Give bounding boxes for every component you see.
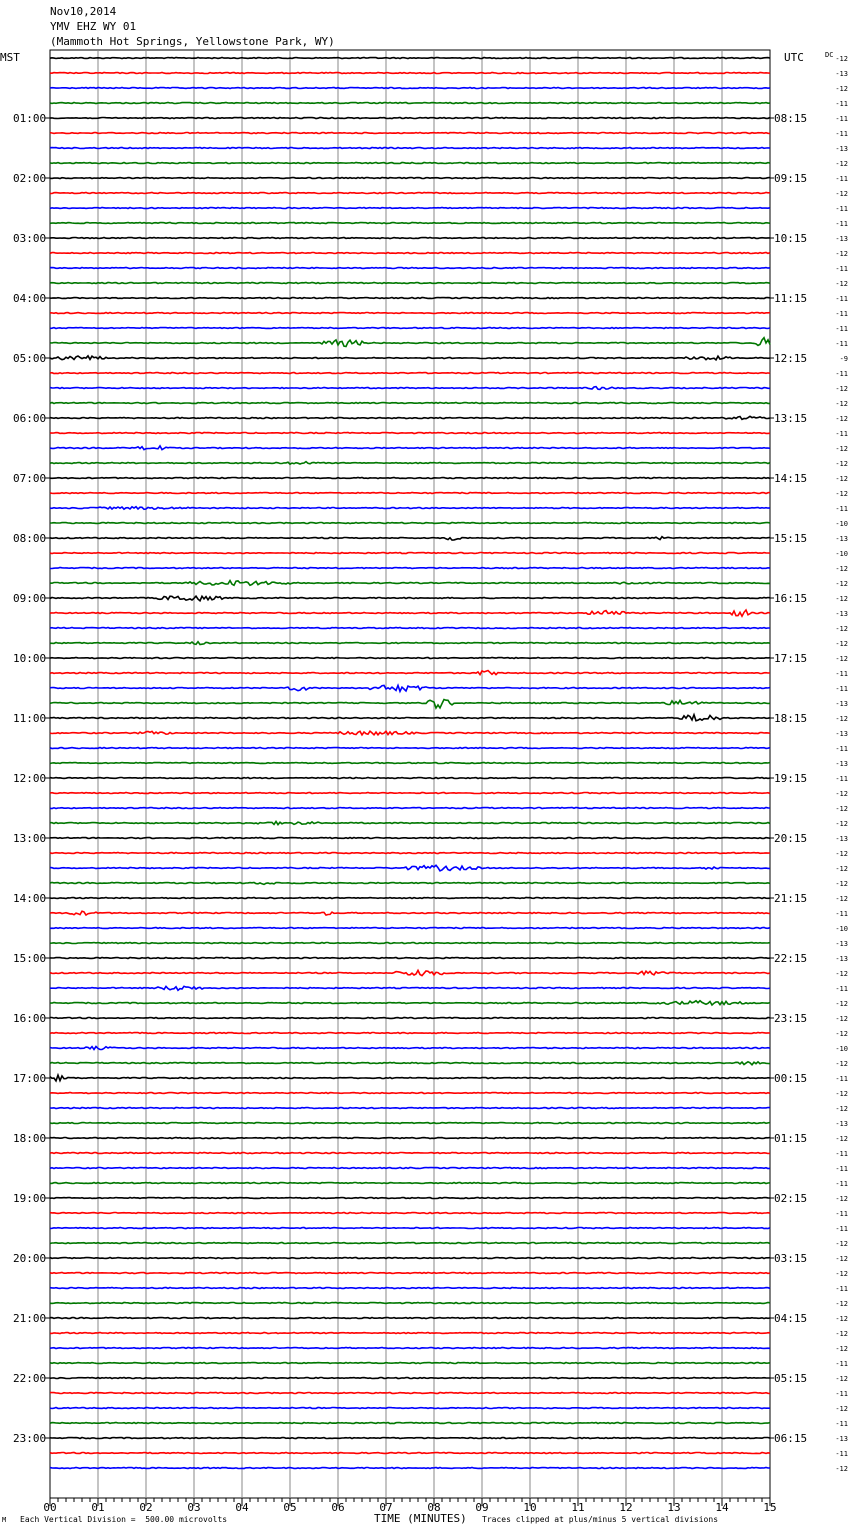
trace-line bbox=[50, 208, 770, 209]
dc-offset-label: -12 bbox=[835, 1255, 848, 1263]
dc-title: DC bbox=[825, 51, 834, 59]
dc-offset-label: -11 bbox=[835, 985, 848, 993]
trace-line bbox=[50, 133, 770, 134]
trace-line bbox=[50, 373, 770, 374]
x-tick-label: 09 bbox=[475, 1501, 489, 1514]
dc-offset-label: -11 bbox=[835, 1165, 848, 1173]
dc-offset-label: -10 bbox=[835, 520, 848, 528]
dc-offset-label: -12 bbox=[835, 460, 848, 468]
dc-offset-label: -13 bbox=[835, 760, 848, 768]
trace-line bbox=[50, 1062, 770, 1065]
mst-hour-label: 19:00 bbox=[13, 1192, 47, 1205]
dc-offset-label: -13 bbox=[835, 70, 848, 78]
x-tick-label: 07 bbox=[379, 1501, 393, 1514]
trace-line bbox=[50, 700, 770, 709]
dc-offset-label: -12 bbox=[835, 970, 848, 978]
x-tick-label: 08 bbox=[427, 1501, 441, 1514]
header-location: (Mammoth Hot Springs, Yellowstone Park, WY) bbox=[50, 35, 335, 48]
dc-offset-label: -13 bbox=[835, 610, 848, 618]
dc-offset-label: -11 bbox=[835, 1450, 848, 1458]
dc-offset-label: -12 bbox=[835, 640, 848, 648]
dc-offset-label: -13 bbox=[835, 235, 848, 243]
trace-line bbox=[50, 928, 770, 929]
trace-line bbox=[50, 193, 770, 194]
trace-line bbox=[50, 1408, 770, 1409]
trace-line bbox=[50, 1288, 770, 1289]
dc-offset-label: -13 bbox=[835, 145, 848, 153]
dc-offset-label: -13 bbox=[835, 535, 848, 543]
dc-offset-label: -13 bbox=[835, 955, 848, 963]
dc-offset-label: -11 bbox=[835, 115, 848, 123]
trace-line bbox=[50, 581, 770, 586]
trace-line bbox=[50, 1123, 770, 1124]
dc-offset-label: -12 bbox=[835, 1315, 848, 1323]
trace-line bbox=[50, 1168, 770, 1169]
utc-hour-label: 03:15 bbox=[774, 1252, 808, 1265]
mst-hour-label: 12:00 bbox=[13, 772, 47, 785]
trace-line bbox=[50, 671, 770, 675]
trace-line bbox=[50, 298, 770, 299]
mst-hour-label: 17:00 bbox=[13, 1072, 47, 1085]
trace-line bbox=[50, 748, 770, 749]
trace-line bbox=[50, 838, 770, 839]
dc-offset-label: -11 bbox=[835, 340, 848, 348]
mst-hour-label: 22:00 bbox=[13, 1372, 47, 1385]
trace-line bbox=[50, 911, 770, 915]
x-tick-label: 14 bbox=[715, 1501, 729, 1514]
dc-offset-label: -12 bbox=[835, 190, 848, 198]
dc-offset-label: -11 bbox=[835, 1210, 848, 1218]
dc-offset-label: -12 bbox=[835, 1090, 848, 1098]
dc-offset-label: -12 bbox=[835, 1240, 848, 1248]
trace-line bbox=[50, 537, 770, 540]
trace-line bbox=[50, 1333, 770, 1334]
dc-offset-label: -10 bbox=[835, 550, 848, 558]
dc-offset-label: -12 bbox=[835, 490, 848, 498]
trace-line bbox=[50, 1453, 770, 1454]
dc-offset-label: -12 bbox=[835, 625, 848, 633]
dc-offset-label: -11 bbox=[835, 685, 848, 693]
utc-hour-label: 09:15 bbox=[774, 172, 808, 185]
trace-line bbox=[50, 403, 770, 404]
mst-hour-label: 07:00 bbox=[13, 472, 47, 485]
dc-offset-label: -13 bbox=[835, 940, 848, 948]
mst-axis-title: MST bbox=[0, 51, 20, 64]
dc-offset-label: -12 bbox=[835, 595, 848, 603]
mst-hour-label: 11:00 bbox=[13, 712, 47, 725]
dc-offset-label: -11 bbox=[835, 1390, 848, 1398]
trace-line bbox=[50, 1018, 770, 1019]
dc-offset-label: -12 bbox=[835, 850, 848, 858]
utc-axis-title: UTC bbox=[784, 51, 804, 64]
dc-offset-label: -12 bbox=[835, 1270, 848, 1278]
trace-line bbox=[50, 1108, 770, 1109]
trace-line bbox=[50, 1348, 770, 1349]
trace-line bbox=[50, 283, 770, 284]
trace-line bbox=[50, 478, 770, 479]
trace-line bbox=[50, 73, 770, 74]
dc-offset-label: -12 bbox=[835, 55, 848, 63]
dc-offset-label: -12 bbox=[835, 415, 848, 423]
dc-offset-label: -11 bbox=[835, 430, 848, 438]
dc-offset-label: -11 bbox=[835, 1420, 848, 1428]
utc-hour-label: 05:15 bbox=[774, 1372, 808, 1385]
header-date: Nov10,2014 bbox=[50, 5, 117, 18]
utc-hour-label: 08:15 bbox=[774, 112, 808, 125]
dc-offset-label: -12 bbox=[835, 1465, 848, 1473]
clip-note: Traces clipped at plus/minus 5 vertical divisions bbox=[482, 1515, 719, 1524]
dc-offset-label: -13 bbox=[835, 1435, 848, 1443]
dc-offset-label: -11 bbox=[835, 325, 848, 333]
dc-offset-label: -12 bbox=[835, 1300, 848, 1308]
utc-hour-label: 18:15 bbox=[774, 712, 808, 725]
trace-line bbox=[50, 865, 770, 871]
dc-offset-label: -12 bbox=[835, 1195, 848, 1203]
dc-offset-label: -12 bbox=[835, 580, 848, 588]
trace-line bbox=[50, 658, 770, 659]
trace-line bbox=[50, 313, 770, 314]
dc-offset-label: -13 bbox=[835, 835, 848, 843]
trace-line bbox=[50, 1243, 770, 1244]
dc-offset-label: -11 bbox=[835, 745, 848, 753]
x-tick-label: 04 bbox=[235, 1501, 249, 1514]
trace-line bbox=[50, 943, 770, 944]
trace-line bbox=[50, 808, 770, 809]
dc-offset-label: -11 bbox=[835, 265, 848, 273]
mst-hour-label: 21:00 bbox=[13, 1312, 47, 1325]
dc-offset-label: -12 bbox=[835, 1030, 848, 1038]
x-tick-label: 10 bbox=[523, 1501, 537, 1514]
dc-offset-label: -12 bbox=[835, 400, 848, 408]
mst-hour-label: 08:00 bbox=[13, 532, 47, 545]
dc-offset-label: -11 bbox=[835, 505, 848, 513]
x-tick-label: 06 bbox=[331, 1501, 345, 1514]
trace-line bbox=[50, 853, 770, 854]
utc-hour-label: 20:15 bbox=[774, 832, 808, 845]
trace-line bbox=[50, 763, 770, 764]
dc-offset-label: -12 bbox=[835, 895, 848, 903]
dc-offset-label: -10 bbox=[835, 925, 848, 933]
trace-line bbox=[50, 822, 770, 825]
dc-offset-label: -11 bbox=[835, 175, 848, 183]
utc-hour-label: 14:15 bbox=[774, 472, 808, 485]
dc-offset-label: -12 bbox=[835, 160, 848, 168]
trace-line bbox=[50, 268, 770, 269]
header-station: YMV EHZ WY 01 bbox=[50, 20, 137, 33]
mst-hour-label: 04:00 bbox=[13, 292, 47, 305]
dc-offset-label: -11 bbox=[835, 670, 848, 678]
trace-line bbox=[50, 1047, 770, 1050]
dc-offset-label: -11 bbox=[835, 775, 848, 783]
utc-hour-label: 02:15 bbox=[774, 1192, 808, 1205]
trace-line bbox=[50, 628, 770, 629]
dc-offset-label: -11 bbox=[835, 1360, 848, 1368]
dc-offset-label: -12 bbox=[835, 790, 848, 798]
trace-line bbox=[50, 523, 770, 524]
dc-offset-label: -11 bbox=[835, 910, 848, 918]
dc-offset-label: -12 bbox=[835, 1060, 848, 1068]
dc-offset-label: -12 bbox=[835, 280, 848, 288]
utc-hour-label: 15:15 bbox=[774, 532, 808, 545]
trace-line bbox=[50, 1438, 770, 1439]
dc-offset-label: -12 bbox=[835, 820, 848, 828]
x-tick-label: 05 bbox=[283, 1501, 297, 1514]
utc-hour-label: 12:15 bbox=[774, 352, 808, 365]
dc-offset-label: -12 bbox=[835, 1135, 848, 1143]
mst-hour-label: 23:00 bbox=[13, 1432, 47, 1445]
dc-offset-label: -12 bbox=[835, 1105, 848, 1113]
utc-hour-label: 19:15 bbox=[774, 772, 808, 785]
trace-line bbox=[50, 898, 770, 899]
mst-hour-label: 03:00 bbox=[13, 232, 47, 245]
dc-offset-label: -12 bbox=[835, 1375, 848, 1383]
dc-offset-label: -12 bbox=[835, 385, 848, 393]
x-tick-label: 02 bbox=[139, 1501, 153, 1514]
dc-offset-label: -12 bbox=[835, 715, 848, 723]
dc-offset-label: -11 bbox=[835, 1075, 848, 1083]
utc-hour-label: 06:15 bbox=[774, 1432, 808, 1445]
x-tick-label: 15 bbox=[763, 1501, 777, 1514]
dc-offset-label: -11 bbox=[835, 220, 848, 228]
trace-line bbox=[50, 685, 770, 691]
dc-offset-label: -11 bbox=[835, 1180, 848, 1188]
dc-offset-label: -12 bbox=[835, 250, 848, 258]
trace-line bbox=[50, 793, 770, 794]
trace-line bbox=[50, 387, 770, 390]
dc-offset-label: -13 bbox=[835, 730, 848, 738]
trace-line bbox=[50, 970, 770, 975]
trace-line bbox=[50, 238, 770, 239]
dc-offset-label: -10 bbox=[835, 1045, 848, 1053]
trace-line bbox=[50, 493, 770, 494]
mst-hour-label: 14:00 bbox=[13, 892, 47, 905]
trace-line bbox=[50, 58, 770, 59]
trace-line bbox=[50, 118, 770, 119]
mst-hour-label: 01:00 bbox=[13, 112, 47, 125]
mst-hour-label: 05:00 bbox=[13, 352, 47, 365]
trace-line bbox=[50, 986, 770, 990]
trace-line bbox=[50, 610, 770, 616]
utc-hour-label: 16:15 bbox=[774, 592, 808, 605]
trace-line bbox=[50, 1303, 770, 1304]
trace-line bbox=[50, 356, 770, 360]
trace-line bbox=[50, 958, 770, 959]
trace-line bbox=[50, 642, 770, 645]
utc-hour-label: 21:15 bbox=[774, 892, 808, 905]
trace-line bbox=[50, 338, 770, 347]
dc-offset-label: -11 bbox=[835, 1150, 848, 1158]
footer-mark: M bbox=[2, 1516, 7, 1524]
trace-line bbox=[50, 1075, 770, 1081]
scale-note: Each Vertical Division = 500.00 microvolts bbox=[20, 1515, 228, 1524]
x-axis-title: TIME (MINUTES) bbox=[374, 1512, 467, 1525]
utc-hour-labels bbox=[770, 112, 807, 1445]
trace-line bbox=[50, 507, 770, 510]
trace-line bbox=[50, 1378, 770, 1379]
trace-line bbox=[50, 103, 770, 104]
trace-line bbox=[50, 1213, 770, 1214]
dc-offset-label: -11 bbox=[835, 295, 848, 303]
dc-offset-label: -12 bbox=[835, 865, 848, 873]
dc-offset-label: -12 bbox=[835, 880, 848, 888]
dc-offset-label: -11 bbox=[835, 370, 848, 378]
mst-hour-label: 09:00 bbox=[13, 592, 47, 605]
trace-line bbox=[50, 1183, 770, 1184]
utc-hour-label: 17:15 bbox=[774, 652, 808, 665]
trace-line bbox=[50, 1033, 770, 1034]
dc-offset-label: -12 bbox=[835, 445, 848, 453]
trace-line bbox=[50, 88, 770, 89]
dc-offset-label: -12 bbox=[835, 1330, 848, 1338]
dc-offset-label: -12 bbox=[835, 1000, 848, 1008]
dc-offset-label: -11 bbox=[835, 310, 848, 318]
trace-line bbox=[50, 1363, 770, 1364]
dc-offset-label: -12 bbox=[835, 655, 848, 663]
trace-group bbox=[50, 58, 770, 1469]
x-tick-label: 12 bbox=[619, 1501, 633, 1514]
trace-line bbox=[50, 1468, 770, 1469]
trace-line bbox=[50, 1273, 770, 1274]
trace-line bbox=[50, 778, 770, 779]
dc-offset-label: -12 bbox=[835, 805, 848, 813]
x-tick-label: 00 bbox=[43, 1501, 57, 1514]
trace-line bbox=[50, 223, 770, 224]
dc-offset-labels bbox=[835, 55, 848, 1473]
dc-offset-label: -9 bbox=[839, 355, 848, 363]
utc-hour-label: 01:15 bbox=[774, 1132, 808, 1145]
trace-line bbox=[50, 1138, 770, 1139]
dc-offset-label: -12 bbox=[835, 1405, 848, 1413]
trace-line bbox=[50, 1423, 770, 1424]
mst-hour-labels bbox=[13, 112, 50, 1445]
mst-hour-label: 10:00 bbox=[13, 652, 47, 665]
utc-hour-label: 13:15 bbox=[774, 412, 808, 425]
dc-offset-label: -13 bbox=[835, 1120, 848, 1128]
trace-line bbox=[50, 416, 770, 419]
utc-hour-label: 22:15 bbox=[774, 952, 808, 965]
trace-line bbox=[50, 1228, 770, 1229]
trace-line bbox=[50, 178, 770, 179]
trace-line bbox=[50, 253, 770, 254]
trace-line bbox=[50, 1393, 770, 1394]
mst-hour-label: 16:00 bbox=[13, 1012, 47, 1025]
mst-hour-label: 18:00 bbox=[13, 1132, 47, 1145]
trace-line bbox=[50, 1153, 770, 1154]
trace-line bbox=[50, 883, 770, 885]
trace-line bbox=[50, 715, 770, 721]
dc-offset-label: -13 bbox=[835, 700, 848, 708]
trace-line bbox=[50, 731, 770, 735]
trace-line bbox=[50, 1198, 770, 1199]
x-tick-label: 01 bbox=[91, 1501, 105, 1514]
x-tick-label: 03 bbox=[187, 1501, 201, 1514]
utc-hour-label: 11:15 bbox=[774, 292, 808, 305]
x-tick-label: 11 bbox=[571, 1501, 585, 1514]
trace-line bbox=[50, 1318, 770, 1319]
trace-line bbox=[50, 163, 770, 164]
trace-line bbox=[50, 462, 770, 465]
mst-hour-label: 20:00 bbox=[13, 1252, 47, 1265]
x-tick-label: 13 bbox=[667, 1501, 681, 1514]
dc-offset-label: -12 bbox=[835, 85, 848, 93]
dc-offset-label: -12 bbox=[835, 565, 848, 573]
trace-line bbox=[50, 596, 770, 601]
trace-line bbox=[50, 433, 770, 434]
dc-offset-label: -12 bbox=[835, 1015, 848, 1023]
dc-offset-label: -11 bbox=[835, 130, 848, 138]
dc-offset-label: -12 bbox=[835, 475, 848, 483]
dc-offset-label: -11 bbox=[835, 205, 848, 213]
trace-line bbox=[50, 568, 770, 569]
utc-hour-label: 23:15 bbox=[774, 1012, 808, 1025]
trace-line bbox=[50, 1093, 770, 1094]
dc-offset-label: -11 bbox=[835, 1225, 848, 1233]
dc-offset-label: -11 bbox=[835, 100, 848, 108]
utc-hour-label: 10:15 bbox=[774, 232, 808, 245]
utc-hour-label: 00:15 bbox=[774, 1072, 808, 1085]
dc-offset-label: -11 bbox=[835, 1285, 848, 1293]
trace-line bbox=[50, 553, 770, 554]
mst-hour-label: 06:00 bbox=[13, 412, 47, 425]
mst-hour-label: 15:00 bbox=[13, 952, 47, 965]
trace-line bbox=[50, 148, 770, 149]
trace-line bbox=[50, 446, 770, 450]
utc-hour-label: 04:15 bbox=[774, 1312, 808, 1325]
dc-offset-label: -12 bbox=[835, 1345, 848, 1353]
trace-line bbox=[50, 1258, 770, 1259]
mst-hour-label: 13:00 bbox=[13, 832, 47, 845]
mst-hour-label: 02:00 bbox=[13, 172, 47, 185]
trace-line bbox=[50, 328, 770, 329]
trace-line bbox=[50, 1001, 770, 1005]
